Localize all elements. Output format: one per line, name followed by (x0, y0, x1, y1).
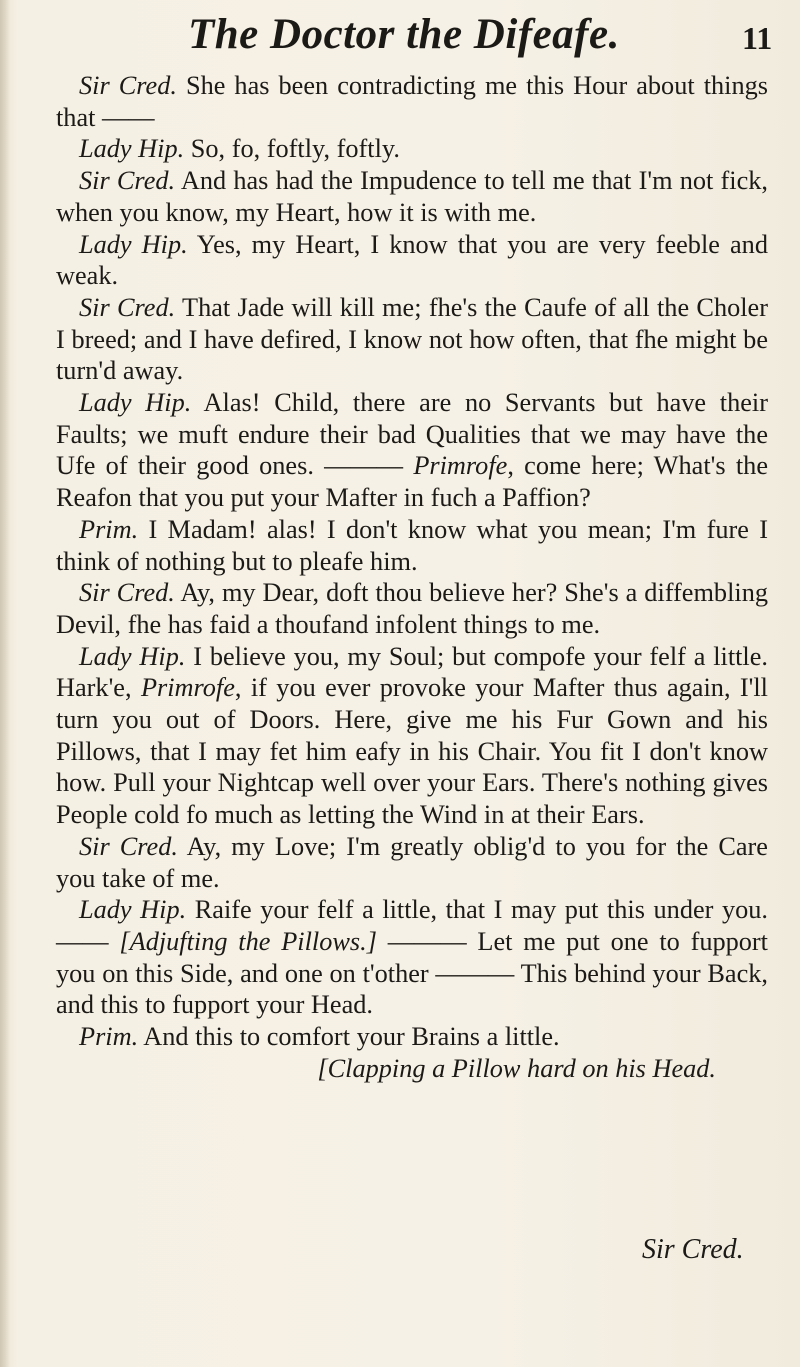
speech-text-continued: , if you ever provoke your Mafter thus again, I'll turn you out of Doors. Here, give me his Fur Gown and his Pillows, that I may fet him eafy in his Chair. You fit I don't know how. Pull your Nightcap well over your Ears. There's nothing gives People cold fo much as letting the Wind in at their Ears. (56, 673, 768, 830)
speech-1 (56, 70, 768, 133)
page-header (0, 6, 800, 58)
speech-text: And this to comfort your Brains a little. (138, 1022, 560, 1052)
speech-3 (56, 165, 768, 228)
speech-2 (56, 133, 768, 165)
speech-text: Yes, my Heart, I know that you are very feeble and weak. (56, 229, 768, 291)
speaker-name: Lady Hip. (79, 134, 185, 164)
stage-direction: [Clapping a Pillow hard on his Head. (317, 1053, 716, 1083)
catchword: Sir Cred. (642, 1234, 744, 1265)
speaker-name: Lady Hip. (79, 388, 192, 418)
speaker-name: Sir Cred. (79, 71, 177, 100)
speech-9 (56, 641, 768, 831)
speech-text-continued: , come here; What's the Reafon that you put your Mafter in fuch a Paffion? (56, 451, 768, 513)
speaker-name: Lady Hip. (79, 895, 187, 925)
speaker-name: Sir Cred. (79, 831, 178, 861)
inline-stage-direction: [Adjufting the Pillows.] (119, 926, 377, 956)
addressed-name: Primrofe (140, 673, 235, 703)
speech-11 (56, 894, 768, 1021)
speech-10 (56, 831, 768, 894)
speech-text-continued: ——— Let me put one to fupport you on this Side, and one on t'other ——— This behind your Back, and this to fupport your Head. (56, 926, 768, 1020)
speech-text: Ay, my Dear, doft thou believe her? She's a diffembling Devil, fhe has faid a thoufand infolent things to me. (56, 578, 768, 639)
speech-12 (56, 1021, 768, 1053)
speech-text: Raife your felf a little, that I may put this under you. —— (56, 895, 768, 956)
running-title: The Doctor the Difeafe. (188, 11, 620, 58)
speaker-name: Sir Cred. (79, 292, 176, 322)
speech-4 (56, 229, 768, 292)
speaker-name: Sir Cred. (79, 166, 176, 196)
speech-text: I Madam! alas! I don't know what you mean; I'm fure I think of nothing but to pleafe him. (56, 514, 768, 576)
speech-7 (56, 514, 768, 577)
dialogue-text (56, 70, 768, 1085)
speaker-name: Lady Hip. (79, 641, 186, 671)
speech-8 (56, 577, 768, 640)
addressed-name: Primrofe (413, 451, 508, 481)
speech-5 (56, 292, 768, 387)
speech-text: Alas! Child, there are no Servants but have their Faults; we muft endure their bad Qualities that we may have the Ufe of their good ones. ——— (56, 388, 768, 481)
speaker-name: Prim. (79, 514, 139, 544)
speaker-name: Prim. (79, 1022, 139, 1052)
speaker-name: Sir Cred. (79, 578, 175, 608)
page-gutter-shadow (0, 0, 10, 1367)
speech-6 (56, 387, 768, 514)
speech-text: That Jade will kill me; fhe's the Caufe of all the Choler I breed; and I have defired, I know not how often, that fhe might be turn'd away. (56, 292, 768, 386)
speech-text: And has had the Impudence to tell me that I'm not fick, when you know, my Heart, how it is with me. (56, 166, 768, 227)
speaker-name: Lady Hip. (79, 229, 188, 259)
speech-text: Ay, my Love; I'm greatly oblig'd to you for the Care you take of me. (56, 831, 768, 893)
speech-text: So, fo, foftly, foftly. (184, 134, 400, 164)
speech-text: She has been contradicting me this Hour about things that —— (56, 71, 768, 132)
page-number: 11 (742, 20, 773, 56)
speech-text: I believe you, my Soul; but compofe your felf a little. Hark'e, (56, 641, 768, 703)
